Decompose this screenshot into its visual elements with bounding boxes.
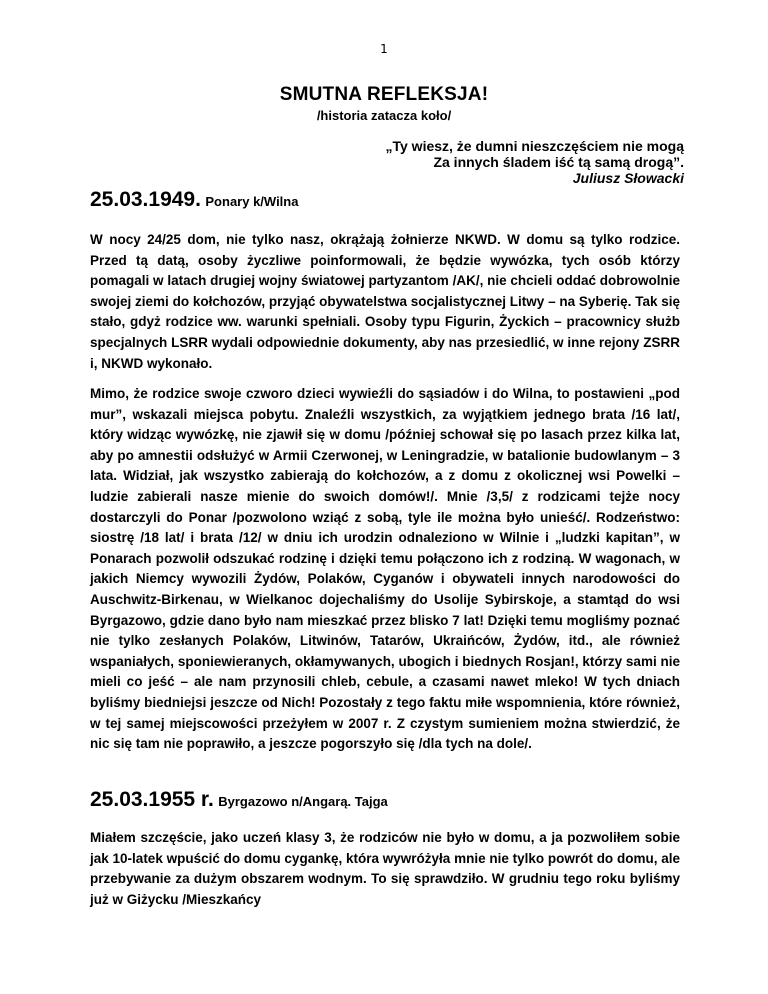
section-heading-1949 <box>90 188 298 212</box>
epigraph <box>385 138 684 186</box>
epigraph-author: Juliusz Słowacki <box>572 170 684 186</box>
section-place: Ponary k/Wilna <box>205 194 299 209</box>
document-title: SMUTNA REFLEKSJA! <box>279 84 489 105</box>
section-date: 25.03.1949. <box>90 188 201 211</box>
paragraph-3: Miałem szczęście, jako uczeń klasy 3, że rodziców nie było w domu, a ja pozwoliłem sobie jak 10-latek wpuścić do domu cygankę, która wywróżyła mnie nie tylko powrót do domu, ale przebywanie za dużym obszarem wodnym. To się sprawdziło. W grudniu tego roku byliśmy już w Giżycku /Mieszkańcy <box>90 830 680 907</box>
paragraph-2: Mimo, że rodzice swoje czworo dzieci wywieźli do sąsiadów i do Wilna, to postawieni „pod mur”, wskazali miejsca pobytu. Znaleźli wszystkich, za wyjątkiem jednego brata /16 lat/, który widząc wywózkę, nie zjawił się w domu /później schował się po lasach przez kilka lat, aby po amnestii odsłużyć w Armii Czerwonej, w Leningradzie, w batalionie budowlanym – 3 lata. Widział, jak wszystko zabierają do kołchozów, a z domu z okolicznej wsi Powelki – ludzie zabierali nasze mienie do swoich domów!/. Mnie /3,5/ z rodzicami tejże nocy dostarczyli do Ponar /pozwolono wziąć z sobą, tyle ile można było unieść/. Rodzeństwo: siostrę /18 lat/ i brata /12/ w dniu ich urodzin odnaleziono w Wilnie i „ludzki kapitan”, w Ponarach pozwolił odszukać rodzinę i dzięki temu połączono ich z rodziną. W wagonach, w jakich Niemcy wywozili Żydów, Polaków, Cyganów i obywateli innych narodowości do Auschwitz-Birkenau, w Wielkanoc dojechaliśmy do Usolije Sybirskoje, a stamtąd do wsi Byrgazowo, gdzie dano było nam mieszkać przez blisko 7 lat! Dzięki temu mogliśmy poznać nie tylko zesłanych Polaków, Litwinów, Tatarów, Ukraińców, Żydów, itd., ale również wspaniałych, sponiewieranych, okłamywanych, ubogich i biednych Rosjan!, którzy sami nie mieli co jeść – ale nam przynosili chleb, cebule, a czasami nawet mleko! W tych dniach byliśmy biedniejsi jeszcze od Nich! Pozostały z tego faktu miłe wspomnienia, które również, w tej samej miejscowości przeżyłem w 2007 r. Z czystym sumieniem można stwierdzić, że nic się tam nie poprawiło, a jeszcze pogorszyło się /dla tych na dole/. <box>90 386 680 752</box>
document-subtitle: /historia zatacza koło/ <box>316 108 452 123</box>
section-place: Byrgazowo n/Angarą. Tajga <box>218 794 388 809</box>
page-number: 1 <box>380 42 388 56</box>
epigraph-line-1: „Ty wiesz, że dumni nieszczęściem nie mogą <box>385 138 684 154</box>
section-heading-1955 <box>90 788 388 812</box>
paragraph-1: W nocy 24/25 dom, nie tylko nasz, okrążają żołnierze NKWD. W domu są tylko rodzice. Przed tą datą, osoby życzliwe poinformowali, że będzie wywózka, tych osób którzy pomagali w latach drugiej wojny światowej partyzantom /AK/, nie chcieli oddać dobrowolnie swojej ziemi do kołchozów, przyjąć obywatelstwa socjalistycznej Litwy – na Syberię. Tak się stało, gdyż rodzice ww. warunki spełniali. Osoby typu Figurin, Życkich – pracownicy służb specjalnych LSRR wydali odpowiednie dokumenty, aby nas przesiedlić, w inne rejony ZSRR i, NKWD wykonało. <box>90 232 680 371</box>
epigraph-line-2: Za innych śladem iść tą samą drogą”. <box>433 154 684 170</box>
section-date: 25.03.1955 r. <box>90 788 214 811</box>
